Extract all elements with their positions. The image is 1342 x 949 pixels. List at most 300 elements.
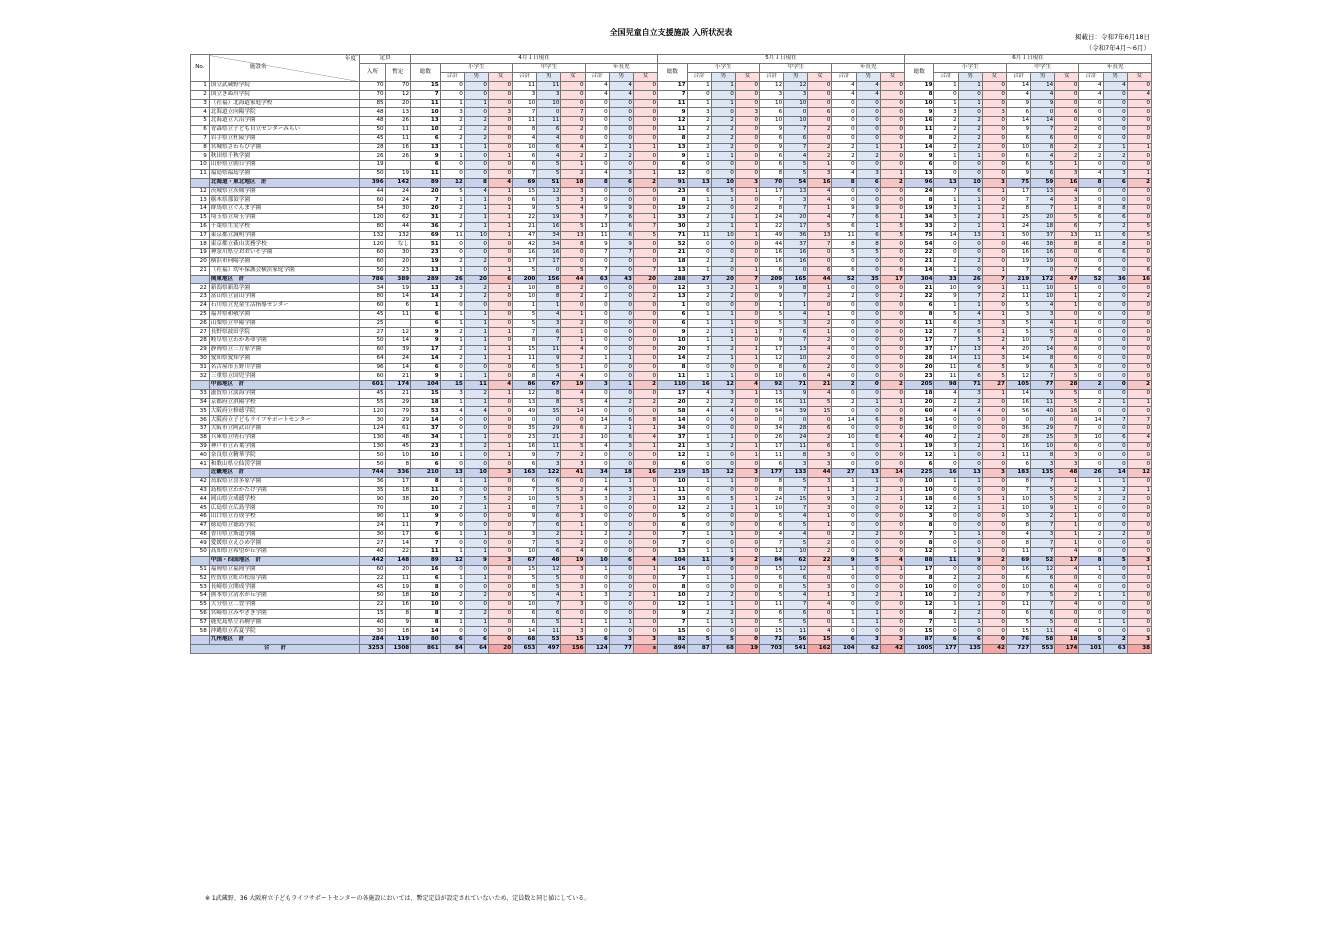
male-count: 13 (1031, 187, 1055, 196)
month-total: 1 (658, 301, 688, 310)
female-count: 7 (1127, 416, 1151, 425)
header-total: 総数 (904, 64, 934, 82)
header-female: 女 (1055, 73, 1079, 82)
male-count: 0 (609, 609, 633, 618)
female-count: 1 (982, 310, 1006, 319)
male-count: 0 (856, 99, 880, 108)
male-count: 10 (784, 548, 808, 557)
female-count: 47 (1055, 275, 1079, 284)
header-sum: 合計 (832, 73, 856, 82)
group-sum: 2 (687, 213, 711, 222)
male-count: 3 (958, 319, 982, 328)
male-count: 0 (1103, 583, 1127, 592)
group-sum: 9 (832, 557, 856, 566)
male-count: 0 (856, 196, 880, 205)
capacity-zantei: 19 (385, 169, 411, 178)
male-count: 13 (784, 187, 808, 196)
male-count: 0 (784, 416, 808, 425)
month-total: 13 (658, 293, 688, 302)
group-sum: 0 (934, 583, 958, 592)
group-sum: 0 (832, 108, 856, 117)
month-total: 53 (411, 407, 441, 416)
male-count: 3 (856, 169, 880, 178)
month-total: 9 (904, 108, 934, 117)
male-count: 0 (958, 539, 982, 548)
month-total: 21 (904, 257, 934, 266)
male-count: 2 (464, 609, 488, 618)
male-count: 0 (1103, 363, 1127, 372)
capacity-zantei: 1308 (385, 645, 411, 654)
male-count: 6 (856, 416, 880, 425)
male-count: 1 (958, 530, 982, 539)
group-sum: 11 (513, 82, 537, 91)
month-total: 12 (904, 548, 934, 557)
female-count: 0 (488, 548, 512, 557)
male-count: 0 (711, 161, 735, 170)
female-count: 2 (735, 205, 759, 214)
month-total: 304 (904, 275, 934, 284)
table-row (191, 125, 1152, 134)
male-count: 0 (464, 539, 488, 548)
group-sum: 1 (687, 152, 711, 161)
male-count: 1 (1103, 618, 1127, 627)
group-sum: 0 (440, 161, 464, 170)
group-sum: 3 (934, 213, 958, 222)
male-count: 0 (609, 337, 633, 346)
capacity-zantei: 44 (385, 222, 411, 231)
month-total: 6 (411, 460, 441, 469)
female-count: 2 (1055, 486, 1079, 495)
group-sum: 1 (687, 618, 711, 627)
month-total: 15 (658, 627, 688, 636)
month-total: 20 (904, 398, 934, 407)
group-sum: 3 (934, 442, 958, 451)
month-total: 7 (658, 90, 688, 99)
table-row (191, 601, 1152, 610)
female-count: 16 (808, 178, 832, 187)
female-count: 3 (561, 187, 585, 196)
header-sum: 合計 (1006, 73, 1030, 82)
group-sum: 2 (440, 205, 464, 214)
female-count: 16 (1055, 178, 1079, 187)
capacity-zantei: 62 (385, 213, 411, 222)
capacity-zantei: 30 (385, 249, 411, 258)
male-count: 40 (1031, 407, 1055, 416)
group-sum: 2 (440, 354, 464, 363)
group-sum: 12 (760, 548, 784, 557)
capacity-zantei: 11 (385, 574, 411, 583)
female-count: 0 (735, 372, 759, 381)
month-total: 14 (658, 354, 688, 363)
facility-name: 石川県立児童生活指導センター (209, 301, 359, 310)
female-count: 0 (735, 433, 759, 442)
male-count: 0 (958, 583, 982, 592)
female-count: 0 (1127, 618, 1151, 627)
female-count: 0 (1127, 627, 1151, 636)
group-sum: 6 (513, 152, 537, 161)
female-count: 0 (735, 293, 759, 302)
subtotal-row (191, 275, 1152, 284)
male-count: 63 (1103, 645, 1127, 654)
male-count: 0 (1103, 504, 1127, 513)
male-count: 1 (464, 205, 488, 214)
group-sum: 20 (1006, 345, 1030, 354)
male-count: 135 (958, 645, 982, 654)
capacity-zantei: 26 (385, 152, 411, 161)
male-count: 0 (856, 354, 880, 363)
male-count: 0 (609, 363, 633, 372)
table-row (191, 257, 1152, 266)
female-count: 4 (1055, 627, 1079, 636)
male-count: 6 (464, 636, 488, 645)
male-count: 1 (958, 196, 982, 205)
female-count: 2 (561, 354, 585, 363)
header-female: 女 (488, 73, 512, 82)
male-count: 0 (1103, 328, 1127, 337)
male-count: 1 (958, 99, 982, 108)
capacity-zantei: 21 (385, 372, 411, 381)
group-sum: 10 (1079, 433, 1103, 442)
facility-name: 三重県立国児学園 (209, 372, 359, 381)
capacity-nyusho: 50 (360, 266, 386, 275)
capacity-zantei: 16 (385, 143, 411, 152)
female-count: 0 (633, 240, 657, 249)
group-sum: 13 (585, 222, 609, 231)
group-sum: 0 (585, 134, 609, 143)
female-count: 0 (982, 592, 1006, 601)
group-sum: 1 (1079, 565, 1103, 574)
female-count: 17 (880, 275, 904, 284)
group-sum: 0 (832, 161, 856, 170)
month-total: 28 (904, 354, 934, 363)
male-count: 1 (711, 328, 735, 337)
female-count: 2 (880, 381, 904, 390)
male-count: 1 (958, 477, 982, 486)
male-count: 2 (958, 592, 982, 601)
female-count: 3 (808, 504, 832, 513)
group-sum: 1 (440, 337, 464, 346)
female-count: 2 (1127, 381, 1151, 390)
capacity-zantei: 11 (385, 310, 411, 319)
male-count: 1 (711, 372, 735, 381)
month-total: 8 (904, 310, 934, 319)
group-sum: 4 (585, 90, 609, 99)
female-count: 0 (633, 125, 657, 134)
group-sum: 6 (687, 495, 711, 504)
male-count: 2 (711, 293, 735, 302)
male-count: 7 (958, 293, 982, 302)
group-sum: 0 (1079, 196, 1103, 205)
male-count: 14 (1103, 469, 1127, 478)
group-sum: 0 (1079, 460, 1103, 469)
female-count: 2 (1055, 152, 1079, 161)
female-count: 20 (488, 645, 512, 654)
male-count: 0 (537, 108, 561, 117)
group-sum: 8 (832, 178, 856, 187)
male-count: 1 (856, 618, 880, 627)
capacity-nyusho: 36 (360, 477, 386, 486)
female-count: 6 (1055, 354, 1079, 363)
group-sum: 4 (585, 82, 609, 91)
male-count: 5 (537, 169, 561, 178)
group-sum: 0 (832, 425, 856, 434)
male-count: 0 (856, 601, 880, 610)
group-sum: 2 (832, 293, 856, 302)
male-count: 16 (784, 257, 808, 266)
facility-name: 静岡県立三方原学園 (209, 345, 359, 354)
group-sum: 2 (440, 134, 464, 143)
group-sum: 3 (687, 442, 711, 451)
group-sum: 0 (832, 196, 856, 205)
group-sum: 1 (440, 530, 464, 539)
table-row (191, 117, 1152, 126)
female-count: 0 (982, 601, 1006, 610)
month-total: 23 (658, 187, 688, 196)
female-count: 4 (1055, 548, 1079, 557)
month-total: 10 (904, 486, 934, 495)
female-count: 0 (735, 601, 759, 610)
group-sum: 12 (440, 178, 464, 187)
month-total: 13 (411, 143, 441, 152)
female-count: 0 (880, 310, 904, 319)
group-sum: 0 (440, 583, 464, 592)
male-count: 3 (1031, 530, 1055, 539)
female-count: 0 (633, 460, 657, 469)
row-number: 26 (191, 319, 210, 328)
group-sum: 6 (440, 636, 464, 645)
female-count: 0 (880, 117, 904, 126)
female-count: 3 (808, 477, 832, 486)
group-sum: 49 (760, 231, 784, 240)
header-female: 女 (880, 73, 904, 82)
male-count: 0 (958, 416, 982, 425)
female-count: 1 (880, 398, 904, 407)
row-number: 45 (191, 504, 210, 513)
facility-name: 愛媛県立えひめ学園 (209, 539, 359, 548)
female-count: 2 (633, 178, 657, 187)
male-count: 0 (609, 407, 633, 416)
male-count: 0 (609, 521, 633, 530)
capacity-nyusho: 70 (360, 504, 386, 513)
male-count: 0 (1103, 134, 1127, 143)
group-sum: 11 (934, 363, 958, 372)
group-sum: 16 (687, 381, 711, 390)
male-count: 6 (856, 213, 880, 222)
male-count: 7 (1031, 521, 1055, 530)
female-count: 0 (633, 389, 657, 398)
female-count: 1 (488, 266, 512, 275)
group-sum: 8 (1006, 539, 1030, 548)
male-count: 172 (1031, 275, 1055, 284)
group-sum: 0 (1079, 284, 1103, 293)
male-count: 0 (609, 328, 633, 337)
male-count: 0 (1103, 187, 1127, 196)
capacity-nyusho: 45 (360, 583, 386, 592)
female-count: 0 (488, 477, 512, 486)
female-count: 1 (1055, 513, 1079, 522)
capacity-nyusho: 45 (360, 134, 386, 143)
female-count: 2 (808, 433, 832, 442)
group-sum: 0 (934, 539, 958, 548)
group-sum: 5 (760, 319, 784, 328)
female-count: 0 (880, 601, 904, 610)
month-total: 8 (411, 609, 441, 618)
female-count: 1 (561, 161, 585, 170)
month-total: 13 (658, 143, 688, 152)
month-total: 12 (658, 284, 688, 293)
female-count: 0 (633, 161, 657, 170)
female-count: 0 (1127, 161, 1151, 170)
table-row (191, 196, 1152, 205)
male-count: 1 (711, 530, 735, 539)
male-count: 8 (784, 451, 808, 460)
female-count: 5 (808, 222, 832, 231)
month-total: 16 (658, 565, 688, 574)
facility-name: 群馬県立ぐんま学園 (209, 205, 359, 214)
group-sum: 2 (934, 222, 958, 231)
group-sum: 1 (934, 266, 958, 275)
group-sum: 1 (832, 442, 856, 451)
female-count: 1 (735, 354, 759, 363)
month-total: 7 (658, 574, 688, 583)
female-count: 1 (808, 521, 832, 530)
female-count: 0 (982, 609, 1006, 618)
month-total: 7 (411, 539, 441, 548)
group-sum: 0 (832, 187, 856, 196)
male-count: 1 (464, 196, 488, 205)
group-sum: 2 (832, 398, 856, 407)
month-total: 104 (411, 381, 441, 390)
male-count: 16 (784, 249, 808, 258)
female-count: 0 (735, 134, 759, 143)
month-total: 23 (411, 249, 441, 258)
month-total: 5 (658, 513, 688, 522)
group-sum: 1 (440, 372, 464, 381)
group-sum: 5 (832, 249, 856, 258)
male-count: 3 (784, 196, 808, 205)
month-total: 75 (904, 231, 934, 240)
group-sum: 10 (585, 433, 609, 442)
female-count: 0 (735, 319, 759, 328)
female-count: 0 (1127, 108, 1151, 117)
male-count: 0 (1103, 301, 1127, 310)
male-count: 0 (609, 108, 633, 117)
female-count: 0 (1127, 539, 1151, 548)
female-count: 1 (880, 213, 904, 222)
group-sum: 0 (687, 161, 711, 170)
group-sum: 9 (513, 205, 537, 214)
female-count: 4 (561, 548, 585, 557)
group-sum: 10 (760, 504, 784, 513)
female-count: 0 (880, 161, 904, 170)
female-count: 1 (1055, 293, 1079, 302)
female-count: 0 (880, 618, 904, 627)
table-row (191, 565, 1152, 574)
male-count: 0 (609, 574, 633, 583)
month-total: 54 (904, 240, 934, 249)
male-count: 11 (784, 627, 808, 636)
female-count: 4 (808, 187, 832, 196)
female-count: 0 (1127, 530, 1151, 539)
group-sum: 10 (1006, 143, 1030, 152)
group-sum: 23 (513, 433, 537, 442)
male-count: 6 (537, 125, 561, 134)
facility-name: 愛知県愛知学園 (209, 354, 359, 363)
male-count: 12 (537, 187, 561, 196)
month-total: 7 (658, 530, 688, 539)
group-sum: 3 (440, 108, 464, 117)
female-count: 0 (1055, 310, 1079, 319)
female-count: 0 (735, 152, 759, 161)
female-count: 5 (561, 266, 585, 275)
female-count: 17 (1055, 557, 1079, 566)
facility-name: 広島県立広島学園 (209, 504, 359, 513)
group-sum: 11 (513, 354, 537, 363)
group-sum: 6 (832, 266, 856, 275)
female-count: 22 (808, 557, 832, 566)
capacity-zantei: 14 (385, 337, 411, 346)
female-count: 0 (1055, 609, 1079, 618)
male-count: 7 (537, 504, 561, 513)
male-count: 0 (609, 583, 633, 592)
group-sum: 10 (513, 99, 537, 108)
page-title: 全国児童自立支援施設 入所状況表 (609, 28, 733, 37)
capacity-nyusho: 396 (360, 178, 386, 187)
male-count: 2 (958, 609, 982, 618)
female-count: 0 (633, 82, 657, 91)
female-count: 0 (488, 82, 512, 91)
female-count: 2 (561, 169, 585, 178)
group-sum: 0 (1079, 363, 1103, 372)
group-sum: 3 (513, 530, 537, 539)
group-sum: 11 (1006, 451, 1030, 460)
female-count: 1 (561, 328, 585, 337)
male-count: 0 (537, 416, 561, 425)
facility-name: （社福）北海道家庭学校 (209, 99, 359, 108)
male-count: 48 (537, 557, 561, 566)
month-total: 7 (904, 530, 934, 539)
capacity-nyusho: 120 (360, 407, 386, 416)
group-sum: 2 (1079, 398, 1103, 407)
header-older: 年長児 (832, 64, 904, 73)
female-count: 7 (735, 275, 759, 284)
group-sum: 36 (1006, 425, 1030, 434)
male-count: 5 (711, 495, 735, 504)
group-sum: 8 (1006, 521, 1030, 530)
group-sum: 12 (1006, 372, 1030, 381)
male-count: 35 (856, 275, 880, 284)
group-sum: 0 (1079, 548, 1103, 557)
male-count: 0 (856, 627, 880, 636)
male-count: 0 (711, 565, 735, 574)
group-sum: 25 (1006, 213, 1030, 222)
group-sum: 76 (1006, 636, 1030, 645)
group-sum: 0 (585, 196, 609, 205)
group-sum: 9 (760, 337, 784, 346)
male-count: 1 (711, 82, 735, 91)
group-sum: 0 (832, 601, 856, 610)
female-count: 2 (561, 293, 585, 302)
female-count: 0 (735, 99, 759, 108)
group-sum: 0 (1079, 354, 1103, 363)
group-sum: 5 (513, 266, 537, 275)
male-count: 5 (1031, 592, 1055, 601)
group-sum: 9 (760, 143, 784, 152)
female-count: 4 (633, 433, 657, 442)
male-count: 8 (537, 389, 561, 398)
capacity-nyusho: 40 (360, 548, 386, 557)
month-total: 15 (904, 627, 934, 636)
